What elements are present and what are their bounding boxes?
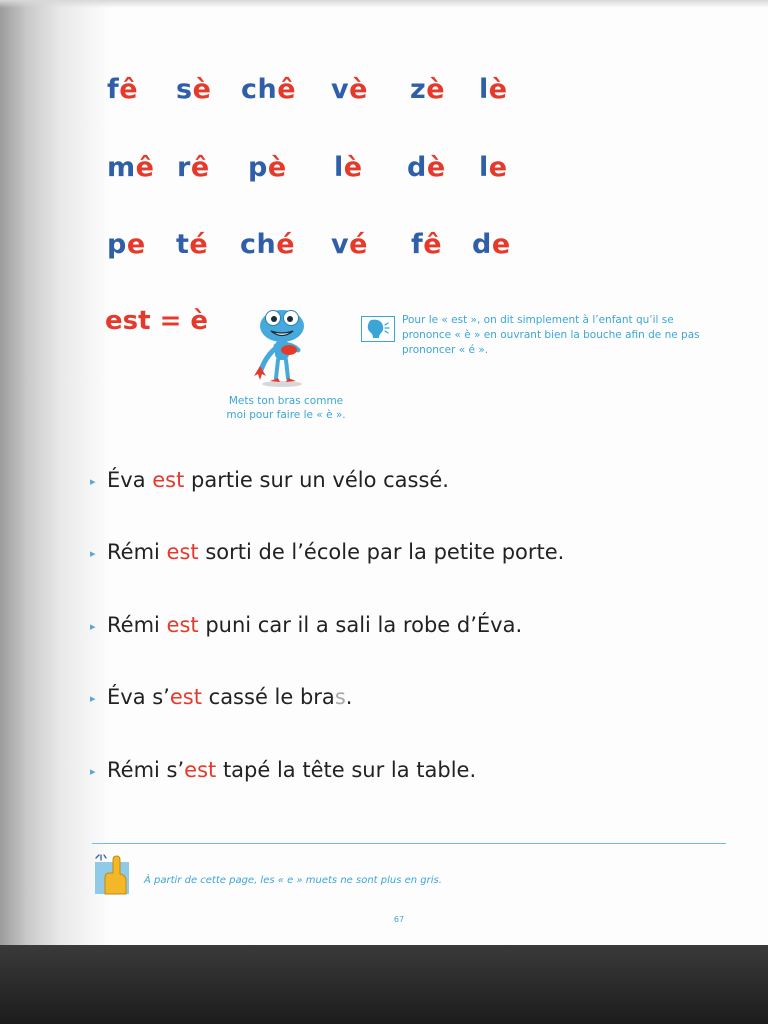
syllable <box>410 74 445 105</box>
syllable <box>411 229 442 260</box>
sentence <box>90 468 449 502</box>
syllable <box>334 152 363 183</box>
syllable-consonant: z <box>410 74 427 105</box>
highlighted-est: est <box>169 685 202 709</box>
syllable-vowel: ê <box>277 74 297 105</box>
syllable <box>240 229 295 260</box>
bullet-arrow-icon: ▸ <box>90 474 96 488</box>
frog-mascot-icon <box>246 306 316 390</box>
syllable-consonant: p <box>107 229 127 260</box>
sentence-text: partie sur un vélo cassé. <box>184 468 449 492</box>
sentence-text: cassé le bra <box>201 685 335 709</box>
syllable-vowel: è <box>267 152 287 183</box>
syllable-consonant: f <box>411 229 424 260</box>
sentence-text: Éva <box>107 468 153 492</box>
sentence-text: sorti de l’école par la petite porte. <box>198 540 565 564</box>
syllable-vowel: é <box>276 229 296 260</box>
footer-divider <box>92 843 726 844</box>
syllable <box>107 229 146 260</box>
sentence <box>90 758 476 792</box>
syllable <box>479 74 508 105</box>
sentence <box>90 613 522 647</box>
sentence <box>90 685 352 719</box>
syllable-consonant: s <box>176 74 193 105</box>
syllable-vowel: ê <box>190 152 210 183</box>
sentence-text: puni car il a sali la robe d’Éva. <box>198 613 523 637</box>
syllable <box>241 74 296 105</box>
sentence-text: . <box>345 685 353 709</box>
syllable-consonant: ch <box>241 74 278 105</box>
syllable-vowel: é <box>349 229 368 260</box>
sentence-text: Rémi s’ <box>107 758 185 782</box>
syllable <box>331 229 368 260</box>
page-number: 67 <box>393 915 405 924</box>
syllable-vowel: è <box>192 74 212 105</box>
syllable-vowel: ê <box>423 229 443 260</box>
mascot-caption: Mets ton bras comme moi pour faire le « è ». <box>226 395 346 421</box>
syllable-vowel: e <box>126 229 146 260</box>
sentence-text: Rémi <box>107 540 167 564</box>
syllable-vowel: e <box>488 152 508 183</box>
bullet-arrow-icon: ▸ <box>90 691 96 705</box>
bullet-arrow-icon: ▸ <box>90 764 96 778</box>
syllable-consonant: v <box>331 74 350 105</box>
bullet-arrow-icon: ▸ <box>90 619 96 633</box>
syllable-vowel: è <box>349 74 368 105</box>
syllable <box>107 152 154 183</box>
syllable-vowel: è <box>343 152 363 183</box>
rule-est-equals-e: est = è <box>105 306 209 336</box>
syllable <box>479 152 508 183</box>
syllable <box>407 152 446 183</box>
syllable-consonant: m <box>107 152 136 183</box>
syllable-consonant: l <box>334 152 344 183</box>
syllable <box>248 152 287 183</box>
sentence-text: tapé la tête sur la table. <box>216 758 477 782</box>
syllable-vowel: é <box>189 229 209 260</box>
syllable-consonant: d <box>472 229 492 260</box>
syllable <box>176 74 211 105</box>
sentence <box>90 540 564 574</box>
bullet-arrow-icon: ▸ <box>90 546 96 560</box>
syllable-consonant: ch <box>240 229 277 260</box>
pointing-hand-icon <box>93 854 133 896</box>
syllable-vowel: ê <box>135 152 155 183</box>
syllable-vowel: e <box>491 229 511 260</box>
highlighted-est: est <box>166 540 199 564</box>
sentence-text: Éva s’ <box>107 685 170 709</box>
syllable-vowel: ê <box>119 74 139 105</box>
teacher-note: Pour le « est », on dit simplement à l’enfant qu’il se prononce « è » en ouvrant bien la bouche afin de ne pas prononcer « é ». <box>402 314 700 356</box>
syllable-vowel: è <box>426 152 446 183</box>
syllable-consonant: r <box>177 152 191 183</box>
scanner-background <box>0 945 768 1024</box>
syllable <box>331 74 368 105</box>
speech-note-box <box>361 316 395 342</box>
highlighted-est: est <box>166 613 199 637</box>
syllable-consonant: p <box>248 152 268 183</box>
ear-speaking-icon <box>362 317 393 340</box>
syllable <box>177 152 210 183</box>
syllable-consonant: v <box>331 229 350 260</box>
syllable-vowel: è <box>426 74 446 105</box>
syllable <box>107 74 138 105</box>
sentence-text: s <box>334 685 346 709</box>
sentence-text: Rémi <box>107 613 167 637</box>
highlighted-est: est <box>152 468 185 492</box>
syllable-consonant: t <box>176 229 190 260</box>
syllable <box>176 229 208 260</box>
syllable-consonant: l <box>479 152 489 183</box>
syllable-consonant: f <box>107 74 120 105</box>
syllable-vowel: è <box>488 74 508 105</box>
highlighted-est: est <box>184 758 217 782</box>
syllable-consonant: l <box>479 74 489 105</box>
footer-note: À partir de cette page, les « e » muets ne sont plus en gris. <box>144 875 442 886</box>
syllable <box>472 229 511 260</box>
syllable-consonant: d <box>407 152 427 183</box>
